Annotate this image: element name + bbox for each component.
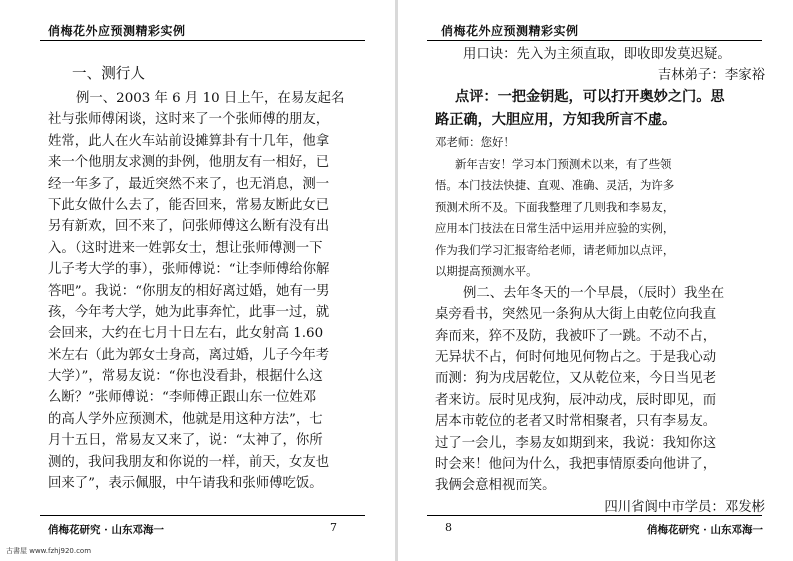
right-header-rule — [427, 40, 762, 41]
text-line: 例二、去年冬天的一个早晨，（辰时）我坐在 — [463, 285, 725, 301]
text-line: 会回来，大约在七月十日左右，此女射高 1.60 — [48, 326, 324, 342]
text-line: 无异状不占，何时何地见何物占之。于是我心动 — [435, 350, 717, 366]
text-line: 经一年多了，最近突然不来了，也无消息，测一 — [48, 176, 330, 192]
right-page-number: 8 — [445, 521, 452, 534]
text-line: 我俩会意相视而笑。 — [435, 478, 556, 494]
letter-line: 悟。本门技法快捷、直观、准确、灵活，为许多 — [435, 178, 675, 193]
right-footer-text: 俏梅花研究 · 山东邓海一 — [647, 524, 763, 536]
text-line: 月十五日，常易友又来了，说：“太神了，你所 — [48, 433, 323, 449]
right-page-body — [435, 44, 765, 518]
comment-line: 点评：一把金钥匙，可以打开奥妙之门。思 — [455, 89, 725, 106]
text-line: 入。（这时进来一姓郭女士，想让张师傅测一下 — [48, 240, 323, 256]
letter-line: 应用本门技法在日常生活中运用并应验的实例， — [435, 221, 675, 236]
left-page — [0, 0, 396, 561]
text-line: 下此女做什么去了，能否回来，常易友断此女已 — [48, 197, 330, 213]
text-line: 例一、2003 年 6 月 10 日上午，在易友起名 — [76, 91, 345, 106]
letter-line: 作为我们学习汇报寄给老师，请老师加以点评， — [435, 242, 675, 257]
text-line: 而测：狗为戌居乾位，又从乾位来，今日当见老 — [435, 371, 717, 387]
text-line: 大学）”，常易友说：“你也没看卦，根据什么这 — [48, 369, 323, 385]
text-line: 居本市乾位的老者又时常相聚者，只有李易友。 — [435, 414, 717, 430]
letter-line: 邓老师：您好！ — [435, 135, 515, 150]
text-line: 桌旁看书，突然见一条狗从大街上由乾位向我直 — [435, 307, 717, 323]
text-line: 回来了”，表示佩服，中午请我和张师傅吃饭。 — [48, 476, 323, 492]
text-line: 儿子考大学的事），张师傅说：“让李师傅给你解 — [48, 262, 330, 278]
signature-line: 吉林弟子：李家裕 — [657, 68, 765, 84]
text-line: 答吧”。我说：“你朋友的相好离过婚，她有一男 — [48, 283, 330, 299]
section-title: 一、测行人 — [72, 65, 145, 82]
text-line: 另有新欢，回不来了，问张师傅这么断有没有出 — [48, 219, 330, 235]
signature-line: 四川省阆中市学员：邓发彬 — [604, 499, 765, 515]
left-footer-rule — [40, 515, 365, 516]
letter-line: 以期提高预测水平。 — [435, 264, 538, 279]
comment-line: 路正确，大胆应用，方知我所言不虚。 — [435, 112, 677, 129]
text-line: 米左右（此为郭女士身高，离过婚，儿子今年考 — [48, 347, 330, 363]
right-footer-rule — [427, 515, 762, 516]
text-line: 者来访。辰时见戌狗，辰冲动戌，辰时即见，而 — [435, 392, 717, 408]
text-line: 奔而来，猝不及防，我被吓了一跳。不动不占， — [435, 328, 717, 344]
text-line: 用口诀：先入为主须直取，即收即发莫迟疑。 — [463, 47, 731, 62]
text-line: 姓常，此人在火车站前设摊算卦有十几年，他拿 — [48, 133, 330, 149]
left-running-header: 俏梅花外应预测精彩实例 — [48, 24, 186, 38]
right-running-header: 俏梅花外应预测精彩实例 — [441, 24, 579, 38]
text-line: 的高人学外应预测术，他就是用这种方法”，七 — [48, 411, 323, 427]
text-line: 么断？”张师傅说：“李师傅正跟山东一位姓邓 — [48, 390, 317, 406]
watermark: 古書屋 www.fzhj920.com — [6, 547, 92, 555]
text-line: 过了一会儿，李易友如期到来，我说：我知你这 — [435, 435, 717, 451]
letter-line: 新年吉安！学习本门预测术以来，有了些领 — [455, 156, 672, 171]
text-line: 时会来！他问为什么，我把事情原委向他讲了， — [435, 457, 717, 473]
text-line: 来一个他朋友求测的卦例，他朋友有一相好，已 — [48, 155, 330, 171]
right-page — [397, 0, 793, 561]
left-footer-text: 俏梅花研究 · 山东邓海一 — [48, 524, 164, 536]
left-header-rule — [40, 40, 365, 41]
left-page-number: 7 — [330, 521, 337, 534]
left-page-body — [48, 60, 366, 494]
text-line: 社与张师傅闲谈，这时来了一个张师傅的朋友， — [48, 112, 330, 128]
letter-line: 预测术所不及。下面我整理了几则我和李易友， — [435, 199, 675, 214]
text-line: 测的，我问我朋友和你说的一样，前天，女友也 — [48, 454, 330, 470]
text-line: 孩，今年考大学，她为此事奔忙，此事一过，就 — [48, 304, 330, 320]
